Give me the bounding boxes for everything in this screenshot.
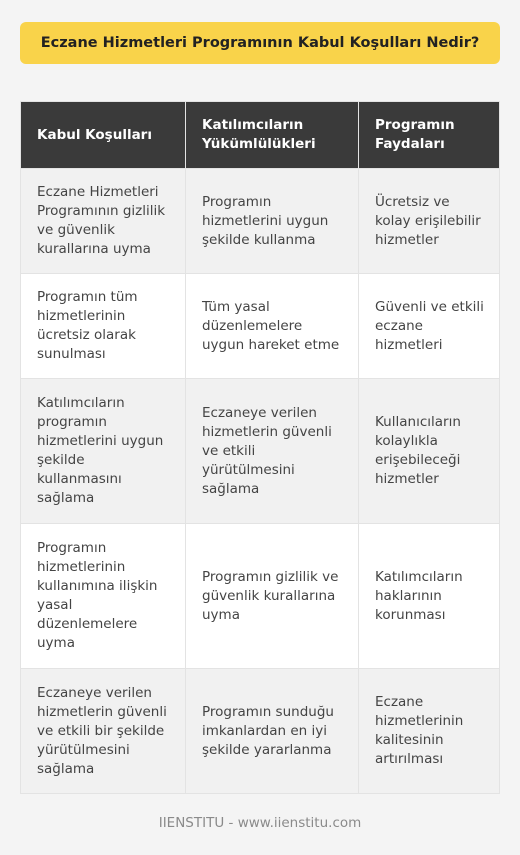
page-title: Eczane Hizmetleri Programının Kabul Koşulları Nedir?	[20, 22, 500, 64]
table-cell: Güvenli ve etkili eczane hizmetleri	[359, 274, 500, 379]
conditions-table	[20, 101, 500, 794]
footer-credit: IIENSTITU - www.iienstitu.com	[158, 815, 362, 831]
table-cell: Eczaneye verilen hizmetlerin güvenli ve etkili yürütülmesini sağlama	[186, 379, 359, 524]
table-header-row	[21, 102, 500, 169]
table-cell: Programın sunduğu imkanlardan en iyi şekilde yararlanma	[186, 669, 359, 794]
header-katilimci-yukumlulukleri: Katılımcıların Yükümlülükleri	[186, 102, 359, 169]
table-cell: Katılımcıların programın hizmetlerini uygun şekilde kullanmasını sağlama	[21, 379, 186, 524]
header-kabul-kosullari: Kabul Koşulları	[21, 102, 186, 169]
table-row	[21, 379, 500, 524]
table-row	[21, 524, 500, 669]
table-cell: Programın hizmetlerini uygun şekilde kullanma	[186, 169, 359, 274]
table-cell: Programın tüm hizmetlerinin ücretsiz olarak sunulması	[21, 274, 186, 379]
table-cell: Katılımcıların haklarının korunması	[359, 524, 500, 669]
table-row	[21, 274, 500, 379]
table-cell: Kullanıcıların kolaylıkla erişebileceği hizmetler	[359, 379, 500, 524]
table-cell: Eczane hizmetlerinin kalitesinin artırılması	[359, 669, 500, 794]
table-cell: Programın hizmetlerinin kullanımına ilişkin yasal düzenlemelere uyma	[21, 524, 186, 669]
table-cell: Ücretsiz ve kolay erişilebilir hizmetler	[359, 169, 500, 274]
table-row	[21, 669, 500, 794]
table-cell: Tüm yasal düzenlemelere uygun hareket etme	[186, 274, 359, 379]
table-row	[21, 169, 500, 274]
table-cell: Eczaneye verilen hizmetlerin güvenli ve etkili bir şekilde yürütülmesini sağlama	[21, 669, 186, 794]
header-program-faydalari: Programın Faydaları	[359, 102, 500, 169]
table-cell: Eczane Hizmetleri Programının gizlilik ve güvenlik kurallarına uyma	[21, 169, 186, 274]
table-cell: Programın gizlilik ve güvenlik kurallarına uyma	[186, 524, 359, 669]
